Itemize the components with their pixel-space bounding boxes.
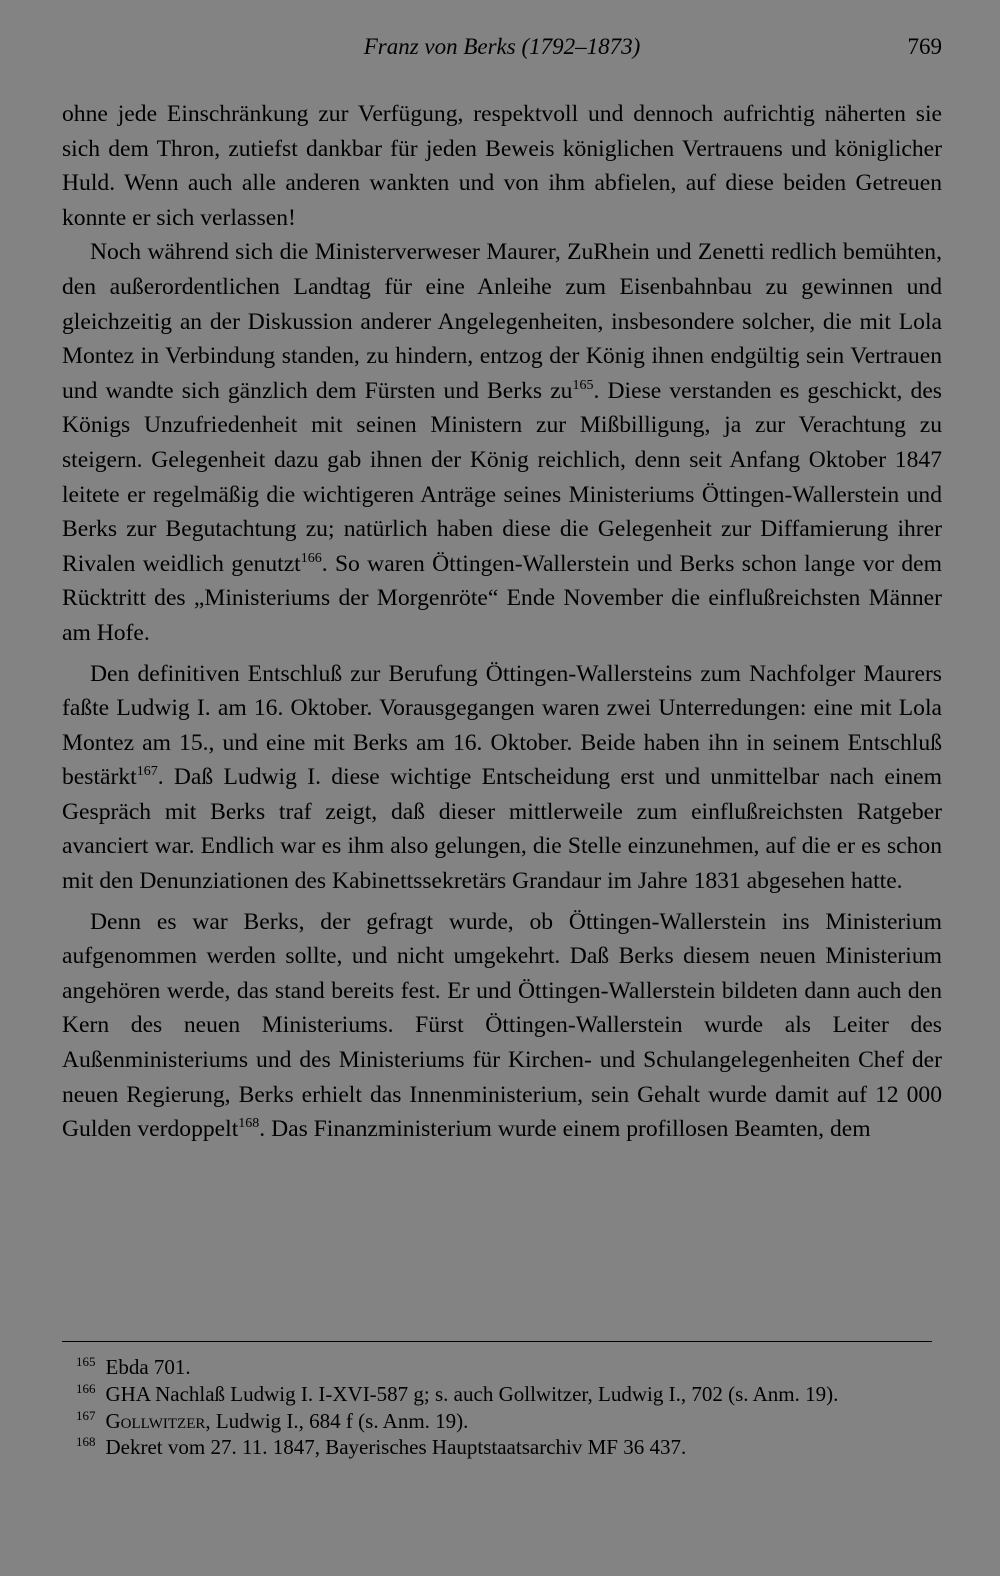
running-title: Franz von Berks (1792–1873)	[363, 34, 641, 59]
footnote-number: 168	[76, 1434, 96, 1450]
text-run: Den definitiven Entschluß zur Berufung Öttingen-Wallersteins zum Nachfolger Maurers faßte Ludwig I. am 16. Oktober. Vorausgegangen waren zwei Unterredungen: eine mit Lola Montez am 15., und eine mit Berks am 16. Oktober. Beide haben ihn in seinem Entschluß bestärkt	[62, 660, 942, 791]
text-run: . Das Finanzministerium wurde einem profillosen Beamten, dem	[259, 1116, 871, 1143]
footnote-ref[interactable]: 167	[136, 764, 158, 780]
text-run: Dekret vom 27. 11. 1847, Bayerisches Hauptstaatsarchiv MF 36 437.	[105, 1435, 687, 1460]
text-run: Ebda 701.	[105, 1355, 191, 1379]
paragraph	[62, 905, 942, 1147]
footnote	[62, 1434, 942, 1461]
text-run: Noch während sich die Ministerverweser Maurer, ZuRhein und Zenetti redlich bemühten, den außerordentlichen Landtag für eine Anleihe zum Eisenbahnbau zu gewinnen und gleichzeitig an der Diskussion anderer Angelegenheiten, insbesondere solcher, die mit Lola Montez in Verbindung standen, zu hindern, entzog der König ihnen endgültig sein Vertrauen und wandte sich gänzlich dem Fürsten und Berks zu	[62, 239, 942, 404]
running-header	[62, 34, 942, 66]
footnote-ref[interactable]: 168	[238, 1116, 260, 1132]
paragraph	[62, 235, 942, 650]
text-run: . So waren Öttingen-Wallerstein und Berks schon lange vor dem Rücktritt des „Ministeriums der Morgenröte“ Ende November die einflußreichsten Männer am Hofe.	[62, 550, 942, 646]
footnote-ref[interactable]: 165	[572, 377, 594, 393]
footnote-number: 165	[76, 1354, 96, 1369]
author-name: Gollwitzer	[105, 1408, 206, 1433]
footnote	[62, 1381, 942, 1408]
footnote-number: 166	[76, 1380, 96, 1396]
page-number: 769	[907, 34, 942, 59]
text-run: . Daß Ludwig I. diese wichtige Entscheidung erst und unmittelbar nach einem Gespräch mit Berks traf zeigt, daß dieser mittlerweile zum einflußreichsten Ratgeber avanciert war. Endlich war es ihm also gelungen, die Stelle einzunehmen, auf die er es schon mit den Denunziationen des Kabinettssekretärs Grandaur im Jahre 1831 abgesehen hatte.	[62, 764, 942, 895]
footnote	[62, 1408, 942, 1435]
footnote-ref[interactable]: 166	[300, 550, 322, 566]
footnotes	[62, 1354, 942, 1461]
text-run: . Diese verstanden es geschickt, des Königs Unzufriedenheit mit seinen Ministern zur Mißbilligung, ja zur Verachtung zu steigern. Gelegenheit dazu gab ihnen der König reichlich, denn seit Anfang Oktober 1847 leitete er regelmäßig die wichtigeren Anträge seines Ministeriums Öttingen-Wallerstein und Berks zur Begutachtung zu; natürlich haben diese die Gelegenheit zur Diffamierung ihrer Rivalen weidlich genutzt	[62, 377, 942, 577]
text-run: , Ludwig I., 684 f (s. Anm. 19).	[205, 1408, 469, 1433]
text-run: GHA Nachlaß Ludwig I. I-XVI-587 g; s. auch Gollwitzer, Ludwig I., 702 (s. Anm. 19).	[105, 1381, 839, 1406]
text-run: Denn es war Berks, der gefragt wurde, ob Öttingen-Wallerstein ins Ministerium aufgenommen werden sollte, und nicht umgekehrt. Daß Berks diesem neuen Ministerium angehören werde, das stand bereits fest. Er und Öttingen-Wallerstein bildeten dann auch den Kern des neuen Ministeriums. Fürst Öttingen-Wallerstein wurde als Leiter des Außenministeriums und des Ministeriums für Kirchen- und Schulangelegenheiten Chef der neuen Regierung, Berks erhielt das Innenministerium, sein Gehalt wurde damit auf 12 000 Gulden verdoppelt	[62, 908, 942, 1143]
footnote	[62, 1354, 942, 1381]
footnote-number: 167	[76, 1407, 96, 1423]
main-text	[62, 97, 942, 1147]
paragraph	[62, 657, 942, 899]
paragraph	[62, 97, 942, 235]
text-run: ohne jede Einschränkung zur Verfügung, respektvoll und dennoch aufrichtig näherten sie sich dem Thron, zutiefst dankbar für jeden Beweis königlichen Vertrauens und königlicher Huld. Wenn auch alle anderen wankten und von ihm abfielen, auf diese beiden Getreuen konnte er sich verlassen!	[62, 101, 942, 231]
footnote-divider	[62, 1341, 932, 1342]
